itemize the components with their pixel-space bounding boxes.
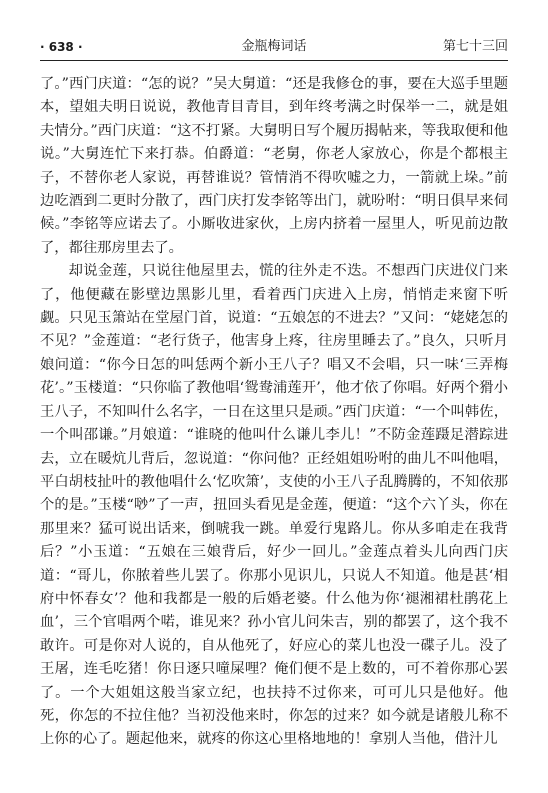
paragraph-continued: 了。”西门庆道：“怎的说？”吴大舅道：“还是我修仓的事，要在大巡手里题本，望姐夫明日说说，教他青目青目，到年终考满之时保举一二，就是姐夫情分。”西门庆道：“这不打紧。大舅明日写个履历揭帖来，等我取便和他说。”大舅连忙下来打恭。伯爵道：“老舅，你老人家放心，你是个都根主子，不替你老人家说，再替谁说？管情消不得吹嘘之力，一箭就上垛。”前边吃酒到二更时分散了，西门庆打发李铭等出门，就吩咐：“明日俱早来伺候。”李铭等应诺去了。小厮收进家伙，上房内挤着一屋里人，听见前边散了，都往那房里去了。 — [40, 76, 508, 256]
page-header — [40, 36, 508, 58]
chapter-title: 第七十三回 — [442, 39, 508, 54]
page-number: · 638 · — [40, 40, 83, 54]
header-rule — [40, 60, 508, 61]
body-text — [40, 73, 508, 752]
book-title: 金瓶梅词话 — [241, 39, 307, 54]
paragraph: 却说金莲，只说往他屋里去，慌的往外走不迭。不想西门庆进仪门来了，他便藏在影壁边黑影儿里，看着西门庆进入上房，悄悄走来窗下听觑。只见玉箫站在堂屋门首，说道：“五娘怎的不进去？”又问：“姥姥怎的不见？”金莲道：“老行货子，他害身上疼，往房里睡去了。”良久，只听月娘问道：“你今日怎的叫恁两个新小王八子？唱又不会唱，只一味‘三弄梅花’。”玉楼道：“只你临了教他唱‘鸳鸯浦莲开’，他才依了你唱。好两个猾小王八子，不知叫什么名字，一日在这里只是顽。”西门庆道：“一个叫韩佐，一个叫邵谦。”月娘道：“谁晓的他叫什么谦儿李儿！”不防金莲蹑足潜踪进去，立在暖炕儿背后，忽说道：“你问他？正经姐姐吩咐的曲儿不叫他唱，平白胡枝扯叶的教他唱什么‘忆吹箫’，支使的小王八子乱腾腾的，不知依那个的是。”玉楼“唦”了一声，扭回头看见是金莲，便道：“这个六丫头，你在那里来？猛可说出话来，倒唬我一跳。单爱行鬼路儿。你从多咱走在我背后？”小玉道：“五娘在三娘背后，好少一回儿。”金莲点着头儿向西门庆道：“哥儿，你脓着些儿罢了。你那小见识儿，只说人不知道。他是甚‘相府中怀春女’？他和我都是一般的后婚老婆。什么他为你‘褪湘裙杜鹃花上血’，三个官唱两个喏，谁见来？孙小官儿问朱吉，别的都罢了，这个我不敢许。可是你对人说的，自从他死了，好应心的菜儿也没一碟子儿。没了王屠，连毛吃猪！你日逐只噇屎哩？俺们便不是上数的，可不着你那心罢了。一个大姐姐这般当家立纪，也扶持不过你来，可可儿只是他好。他死，你怎的不拉住他？当初没他来时，你怎的过来？如今就是诸般儿称不上你的心了。题起他来，就疼的你这心里格地地的！拿别人当他，借汁儿 — [40, 263, 508, 748]
